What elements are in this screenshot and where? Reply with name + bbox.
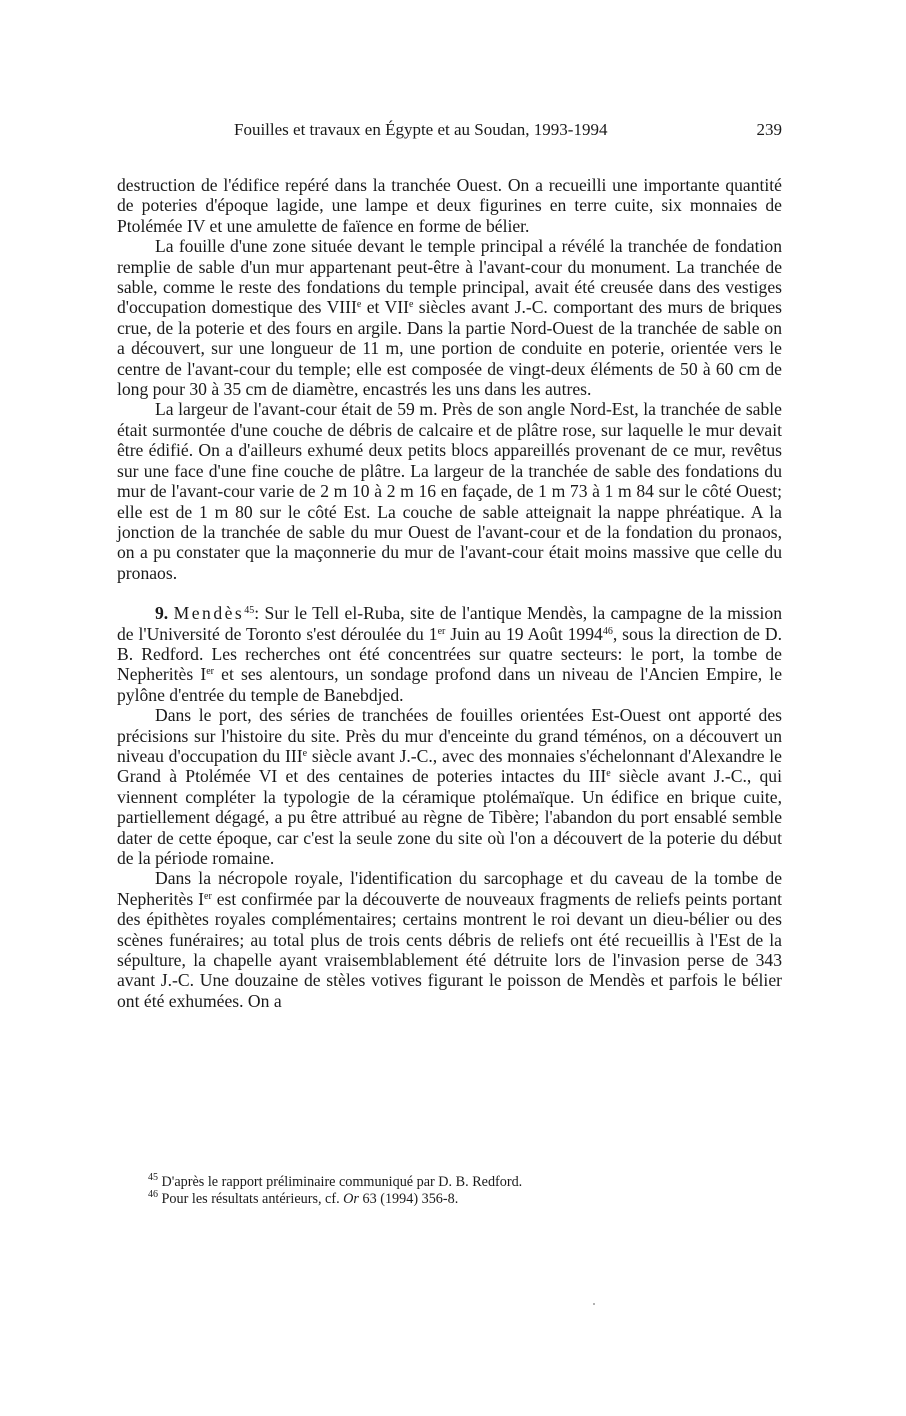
paragraph: Dans la nécropole royale, l'identification du sarcophage et du caveau de la tombe de Nepheritès Ier est confirmée par la découverte de nouveaux fragments de reliefs peints portant des épithètes royales complémentaires; certains montrent le roi devant un dieu-bélier ou des scènes funéraires; au total plus de trois cents débris de reliefs ont été recueillis à l'Est de la sépulture, la chapelle ayant vraisemblablement été détruite lors de l'invasion perse de 343 avant J.-C. Une douzaine de stèles votives figurant le poisson de Mendès et parfois le bélier ont été exhumées. On a	[117, 868, 783, 1011]
superscript: e	[408, 299, 414, 311]
section-9-paragraph: 9. Mendès$^{45}$: Sur le Tell el-Ruba, site de l'antique Mendès, la campagne de la mission de l'Université de Toronto s'est déroulée du 1er Juin au 19 Août 1994$^{46}$, sous la direction de D. B. Redford. Les recherches ont été concentrées sur quatre secteurs: le port, la tombe de Nepheritès Ier et ses alentours, un sondage profond dans un niveau de l'Ancien Empire, le pylône d'entrée du temple de Banebdjed.	[117, 603, 782, 705]
paragraph: destruction de l'édifice repéré dans la tranchée Ouest. On a recueilli une importante quantité de poteries d'époque lagide, une lampe et deux figurines en terre cuite, six monnaies de Ptolémée IV et une amulette de faïence en forme de bélier.	[117, 175, 782, 236]
main-text	[117, 175, 782, 1011]
paragraph: La largeur de l'avant-cour était de 59 m. Près de son angle Nord-Est, la tranchée de sable était surmontée d'une couche de débris de calcaire et de plâtre rose, sur laquelle le mur devait être édifié. On a d'ailleurs exhumé deux petits blocs appareillés provenant de ce mur, revêtus sur une face d'une fine couche de plâtre. La largeur de la tranchée de sable des fondations du mur de l'avant-cour varie de 2 m 10 à 2 m 16 en façade, de 1 m 73 à 1 m 84 sur le côté Ouest; elle est de 1 m 80 sur le côté Est. La couche de sable atteignait la nappe phréatique. A la jonction de la tranchée de sable du mur Ouest de l'avant-cour et de la fondation du pronaos, on a pu constater que la maçonnerie du mur de l'avant-cour était moins massive que celle du pronaos.	[117, 399, 782, 583]
superscript: er	[206, 666, 214, 678]
superscript: er	[204, 890, 212, 902]
page-number: 239	[756, 120, 782, 139]
running-title: Fouilles et travaux en Égypte et au Soudan, 1993-1994	[234, 120, 608, 139]
footnote-46: $^{46}$ Pour les résultats antérieurs, cf. Or 63 (1994) 356-8.	[148, 1189, 459, 1207]
section-title: Mendès	[173, 603, 245, 624]
superscript: e	[356, 299, 362, 311]
paragraph: Dans le port, des séries de tranchées de fouilles orientées Est-Ouest ont apporté des précisions sur l'histoire du site. Près du mur d'enceinte du grand téménos, on a découvert un niveau d'occupation du IIIe siècle avant J.-C., avec des monnaies s'échelonnant d'Alexandre le Grand à Ptolémée VI et des centaines de poteries intactes du IIIe siècle avant J.-C., qui viennent compléter la typologie de la céramique ptolémaïque. Un édifice en brique cuite, partiellement dégagé, a pu être attribué au règne de Tibère; l'abandon du port ensablé semble dater de cette époque, car c'est la seule zone du site où l'on a découvert de la poterie du début de la période romaine.	[117, 705, 782, 868]
paragraph: La fouille d'une zone située devant le temple principal a révélé la tranchée de fondation remplie de sable d'un mur appartenant peut-être à l'avant-cour du monument. La tranchée de sable, comme le reste des fondations du temple principal, avait été creusée dans des vestiges d'occupation domestique des VIIIe et VIIe siècles avant J.-C. comportant des murs de briques crue, de la poterie et des fours en argile. Dans la partie Nord-Ouest de la tranchée de sable on a découvert, sur une longueur de 11 m, une portion de conduite en poterie, orientée vers le centre de l'avant-cour du temple; elle est composée de vingt-deux éléments de 50 à 60 cm de long pour 30 à 35 cm de diamètre, encastrés les uns dans les autres.	[117, 236, 782, 400]
superscript: e	[606, 768, 611, 780]
journal-abbrev: Or	[343, 1191, 359, 1207]
running-header	[117, 120, 782, 142]
footnote-45: $^{45}$ D'après le rapport préliminaire communiqué par D. B. Redford.	[148, 1172, 523, 1190]
scan-speck	[593, 1303, 595, 1305]
footnote-ref: 45	[244, 605, 255, 617]
footnotes	[148, 1174, 788, 1208]
footnote-mark: 45	[148, 1172, 158, 1183]
superscript: er	[437, 625, 446, 637]
footnote-mark: 46	[148, 1189, 158, 1200]
section-number: 9.	[155, 603, 169, 624]
superscript: e	[302, 747, 308, 759]
footnote-ref: 46	[602, 625, 613, 637]
